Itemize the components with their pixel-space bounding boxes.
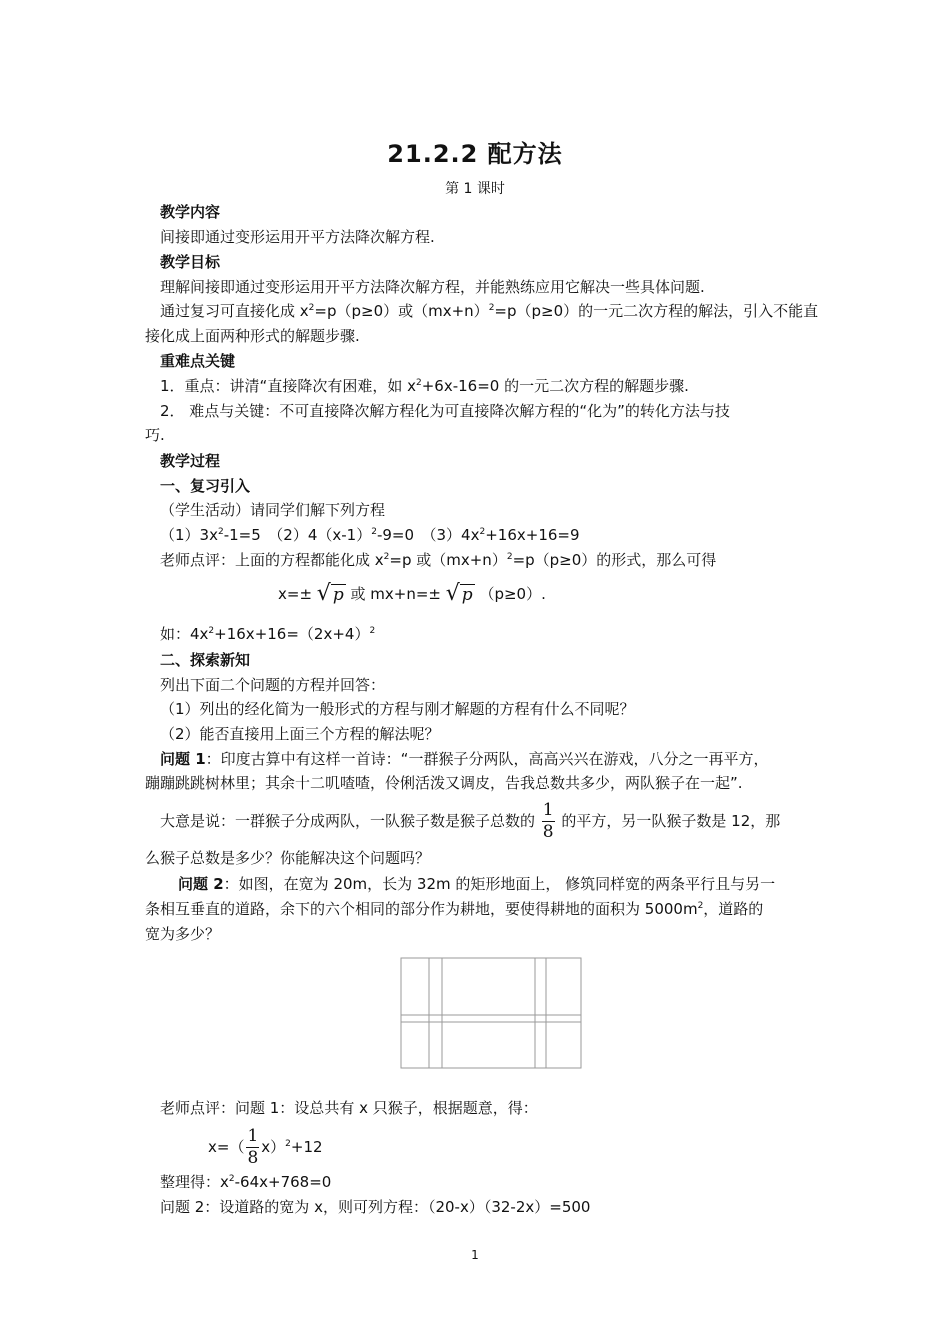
problem-2-line-3: 宽为多少？ bbox=[145, 925, 221, 943]
section-heading-content: 教学内容 bbox=[160, 203, 221, 221]
field-outline bbox=[401, 958, 581, 1068]
solution-formula: x=± √ p 或 mx+n=± √ p （p≥0）. bbox=[278, 578, 546, 611]
problem-2-solution: 问题 2：设道路的宽为 x，则可列方程：（20-x）（32-2x）=500 bbox=[160, 1198, 591, 1216]
problem-2-line-1: 问题 2：如图，在宽为 20m，长为 32m 的矩形地面上， 修筑同样宽的两条平行且与另一 bbox=[178, 875, 776, 893]
teacher-comment-2: 老师点评：问题 1：设总共有 x 只猴子，根据题意，得： bbox=[160, 1099, 538, 1117]
question-b: （2）能否直接用上面三个方程的解法呢？ bbox=[160, 725, 440, 743]
page-title: 21.2.2 配方法 bbox=[387, 140, 563, 168]
objective-line-1: 理解间接即通过变形运用开平方法降次解方程，并能熟练应用它解决一些具体问题. bbox=[160, 278, 705, 296]
part-heading-explore: 二、探索新知 bbox=[160, 651, 251, 669]
question-a: （1）列出的经化简为一般形式的方程与刚才解题的方程有什么不同呢？ bbox=[160, 700, 635, 718]
objective-line-2: 通过复习可直接化成 $x^2=p(p\ge 0)$或$(mx+n)^2=p(p\ge 0)$的一元二次方程的解法，引入不能直 bbox=[160, 302, 819, 320]
problem-1-line-2: 蹦蹦跳跳树林里；其余十二叽喳喳，伶俐活泼又调皮，告我总数共多少，两队猴子在一起”. bbox=[145, 774, 743, 792]
problem-1-line-1: 问题 1：印度古算中有这样一首诗：“一群猴子分两队，高高兴兴在游戏，八分之一再平方， bbox=[160, 750, 769, 768]
explore-intro: 列出下面二个问题的方程并回答： bbox=[160, 676, 386, 694]
road-diagram bbox=[400, 957, 582, 1069]
section-heading-objectives: 教学目标 bbox=[160, 253, 221, 271]
key-point-2-cont: 巧. bbox=[145, 426, 165, 444]
page-subtitle: 第 1 课时 bbox=[445, 181, 505, 197]
problem-1-meaning: 大意是说：一群猴子分成两队，一队猴子数是猴子总数的 $\frac{1}{8}$ 的平方，另一队猴子数是 12，那 bbox=[160, 800, 781, 842]
simplified-equation: 整理得：$x^2-64x+768=0$ bbox=[160, 1173, 332, 1191]
review-equations: $(1)3x^2-1=5$ $(2)4(x-1)^2-9=0$ $(3)4x^2+16x+16=9$ bbox=[160, 526, 580, 544]
section-text-content: 间接即通过变形运用开平方法降次解方程. bbox=[160, 228, 435, 246]
objective-line-3: 接化成上面两种形式的解题步骤. bbox=[145, 327, 360, 345]
sqrt-p-1: √ p bbox=[316, 581, 344, 606]
key-point-1: 1．重点：讲清“直接降次有困难，如 $x^2+6x-16=0$ 的一元二次方程的解题步骤. bbox=[160, 377, 689, 395]
part-heading-review: 一、复习引入 bbox=[160, 477, 251, 495]
problem-2-line-2: 条相互垂直的道路，余下的六个相同的部分作为耕地，要使得耕地的面积为 $5000m^2$，道路的 bbox=[145, 900, 764, 918]
fraction-one-eighth: $\frac{1}{8}$ bbox=[542, 800, 554, 842]
review-intro: （学生活动）请同学们解下列方程 bbox=[160, 501, 386, 519]
teacher-comment-1: 老师点评：上面的方程都能化成 $x^2=p$ 或$(mx+n)^2=p(p\ge 0)$的形式，那么可得 bbox=[160, 551, 717, 569]
page-number: 1 bbox=[471, 1248, 479, 1262]
fraction-one-eighth-2: $\frac{1}{8}$ bbox=[247, 1126, 259, 1168]
problem-1-meaning-cont: 么猴子总数是多少？你能解决这个问题吗？ bbox=[145, 849, 431, 867]
key-point-2: 2． 难点与关键：不可直接降次解方程化为可直接降次解方程的“化为”的转化方法与技 bbox=[160, 402, 730, 420]
example-line: 如：$4x^2+16x+16=(2x+4)^2$ bbox=[160, 625, 376, 643]
section-heading-process: 教学过程 bbox=[160, 452, 221, 470]
radical-icon: √ bbox=[316, 581, 331, 606]
sqrt-p-2: √ p bbox=[445, 581, 473, 606]
equation-monkeys: x=（ $\frac{1}{8}$ x）$^2$+12 bbox=[208, 1126, 323, 1168]
section-heading-key-points: 重难点关键 bbox=[160, 352, 236, 370]
radical-icon: √ bbox=[445, 581, 460, 606]
